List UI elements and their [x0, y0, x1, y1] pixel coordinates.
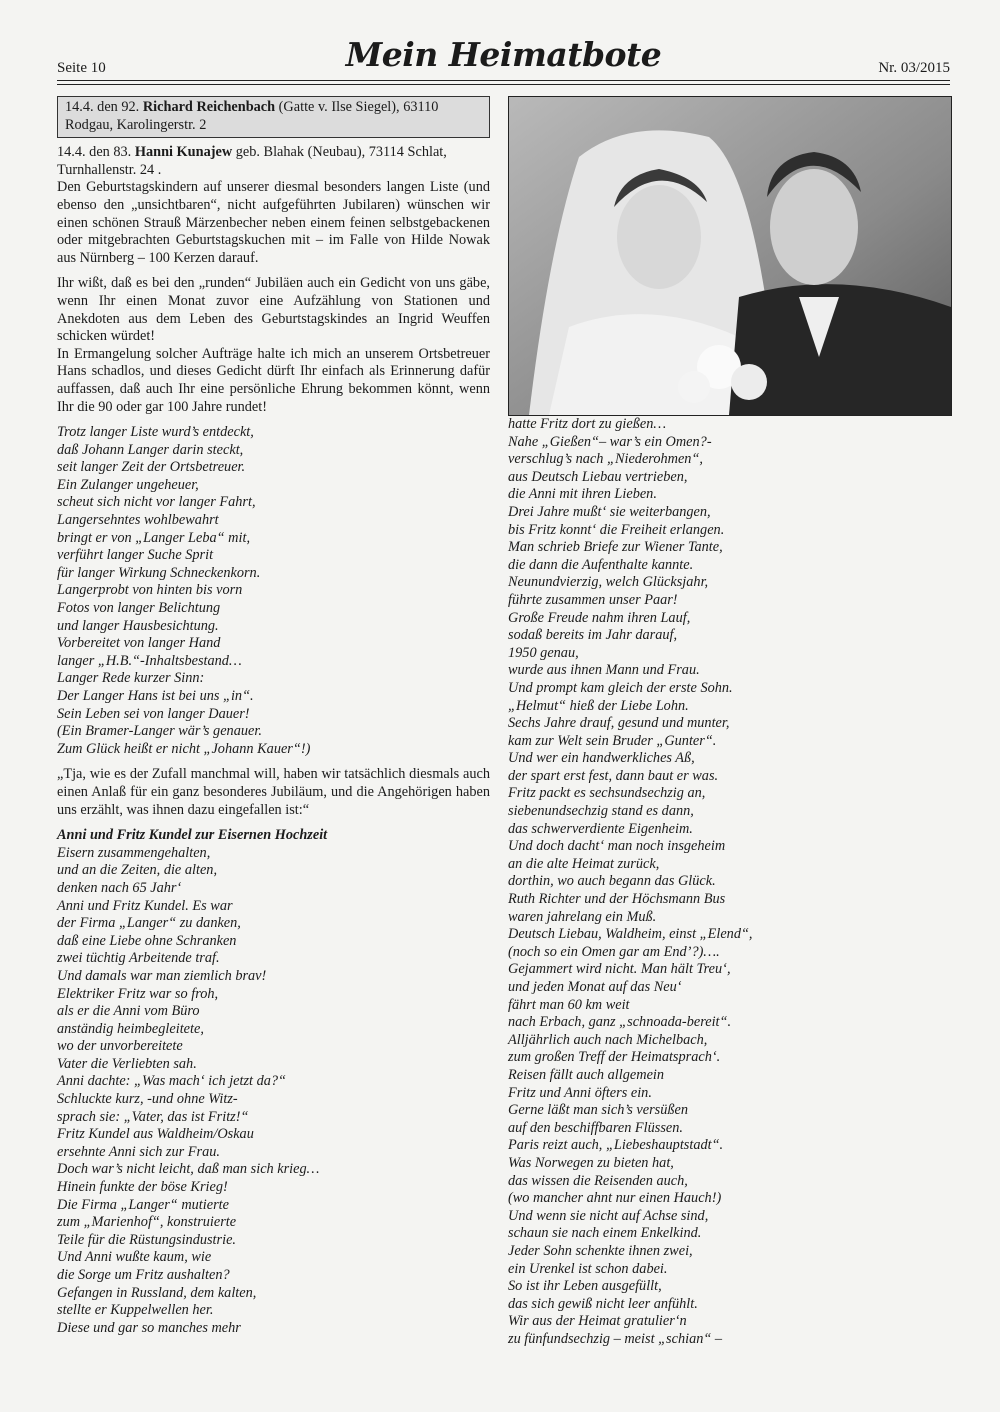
birthday-entry	[57, 144, 490, 179]
poem-line: Eisern zusammengehalten,	[57, 844, 211, 861]
poem-line: anständig heimbegleitete,	[57, 1020, 204, 1037]
poem-line: verführt langer Suche Sprit	[57, 547, 214, 564]
poem-line: der spart erst fest, dann baut er was.	[508, 767, 719, 784]
poem-line: dorthin, wo auch begann das Glück.	[508, 873, 716, 890]
poem-line: nach Erbach, ganz „schnoada-bereit“.	[508, 1014, 732, 1031]
poem-line: Und damals war man ziemlich brav!	[57, 967, 267, 984]
poem-line: Nahe „Gießen“– war’s ein Omen?-	[508, 433, 712, 450]
poem-line: Reisen fällt auch allgemein	[508, 1066, 665, 1083]
poem-line: die Sorge um Fritz aushalten?	[57, 1267, 230, 1283]
poem-line: Sechs Jahre drauf, gesund und munter,	[508, 715, 730, 732]
poem-line: das schwerverdiente Eigenheim.	[508, 820, 693, 837]
poem-line: Fritz packt es sechsundsechzig an,	[508, 785, 706, 802]
poem-line: Sein Leben sei von langer Dauer!	[57, 705, 250, 722]
poem-line: Fritz Kundel aus Waldheim/Oskau	[57, 1126, 254, 1143]
poem-title: Anni und Fritz Kundel zur Eisernen Hochzeit	[57, 827, 328, 844]
poem-line: 1950 genau,	[508, 644, 579, 661]
masthead-title: Mein Heimatbote	[345, 35, 662, 74]
poem-line: und an die Zeiten, die alten,	[57, 862, 218, 879]
poem-line: hatte Fritz dort zu gießen…	[508, 416, 667, 432]
left-column	[57, 96, 490, 1337]
poem-line: sprach sie: „Vater, das ist Fritz!“	[57, 1108, 249, 1125]
poem-line: Trotz langer Liste wurd’s entdeckt,	[57, 424, 254, 441]
poem-line: bis Fritz konnt‘ die Freiheit erlangen.	[508, 521, 725, 538]
poem-line: (noch so ein Omen gar am End’?)….	[508, 943, 720, 960]
poem-line: Anni dachte: „Was mach‘ ich jetzt da?“	[57, 1073, 286, 1090]
poem-line: wo der unvorbereitete	[57, 1038, 183, 1055]
poem-line: Und prompt kam gleich der erste Sohn.	[508, 679, 733, 696]
entry-details: (Gatte v. Ilse Siegel), 63110 Rodgau, Karolingerstr. 2	[65, 99, 439, 133]
poem-continuation	[508, 416, 950, 1348]
poem-line: Vorbereitet von langer Hand	[57, 635, 221, 652]
poem-line: auf den beschiffbaren Flüssen.	[508, 1119, 683, 1136]
poem-line: Zum Glück heißt er nicht „Johann Kauer“!)	[57, 740, 311, 757]
poem-line: Langer Rede kurzer Sinn:	[57, 670, 205, 687]
poem-line: „Helmut“ hieß der Liebe Lohn.	[508, 697, 689, 714]
poem-line: siebenundsechzig stand es dann,	[508, 803, 694, 820]
poem-line: Was Norwegen zu bieten hat,	[508, 1154, 674, 1171]
poem-line: Große Freude nahm ihren Lauf,	[508, 609, 691, 626]
poem-line: Der Langer Hans ist bei uns „in“.	[57, 688, 254, 704]
birthday-entry-boxed	[57, 96, 490, 138]
poem-line: und langer Hausbesichtung.	[57, 617, 219, 634]
right-column	[508, 96, 950, 1348]
poem-line: daß Johann Langer darin steckt,	[57, 441, 244, 458]
poem-line: sodaß bereits im Jahr darauf,	[508, 627, 678, 644]
poem-line: Deutsch Liebau, Waldheim, einst „Elend“,	[508, 926, 753, 943]
poem-line: verschlug’s nach „Niederohmen“,	[508, 451, 703, 468]
poem-line: fährt man 60 km weit	[508, 996, 630, 1013]
page-number: Seite 10	[57, 60, 106, 76]
poem-line: Und wenn sie nicht auf Achse sind,	[508, 1207, 709, 1224]
poem-line: Ruth Richter und der Höchsmann Bus	[508, 891, 726, 908]
poem-line: Langerprobt von hinten bis vorn	[57, 582, 243, 599]
poem-line: Paris reizt auch, „Liebeshauptstadt“.	[508, 1137, 724, 1154]
poem-line: Fritz und Anni öfters ein.	[508, 1084, 652, 1101]
poem-line: Vater die Verliebten sah.	[57, 1055, 197, 1072]
poem-line: Fotos von langer Belichtung	[57, 600, 221, 617]
entry-date: 14.4. den 92.	[65, 99, 143, 115]
poem-line: Teile für die Rüstungsindustrie.	[57, 1231, 236, 1248]
poem-line: und jeden Monat auf das Neu‘	[508, 979, 682, 995]
poem-line: Jeder Sohn schenkte ihnen zwei,	[508, 1242, 693, 1259]
poem-line: Schluckte kurz, -und ohne Witz-	[57, 1091, 238, 1108]
poem-line: langer „H.B.“-Inhaltsbestand…	[57, 652, 242, 669]
paragraph-wishes: Den Geburtstagskindern auf unserer diesmal besonders langen Liste (und ebenso den „unsichtbaren“, nicht aufgeführten Jubilaren) wünschen wir einen schönen Strauß Märzenbecher neben einem feinen selbstgebackenen oder mitgebrachten Geburtstagskuchen mit – im Falle von Hilde Nowak aus Nürnberg – 100 Kerzen darauf.	[57, 179, 490, 266]
poem-line: Elektriker Fritz war so froh,	[57, 985, 219, 1002]
poem-line: denken nach 65 Jahr‘	[57, 879, 182, 896]
paragraph-ortsbetreuer: In Ermangelung solcher Aufträge halte ich mich an unserem Ortsbetreuer Hans schadlos, und dieses Gedicht dürft Ihr einfach als Erinnerung dafür auffassen, daß auch Ihr eine persönliche Ehrung bekommen könnt, wenn Ihr die 90 oder gar 100 Jahre rundet!	[57, 345, 490, 415]
poem-line: Neunundvierzig, welch Glücksjahr,	[508, 574, 709, 591]
poem-line: Ein Zulanger ungeheuer,	[57, 476, 199, 493]
poem-line: Und doch dacht‘ man noch insgeheim	[508, 838, 726, 855]
poem-eiserne-hochzeit	[57, 845, 490, 1338]
poem-line: seit langer Zeit der Ortsbetreuer.	[57, 459, 246, 476]
poem-line: zwei tüchtig Arbeitende traf.	[57, 950, 220, 967]
poem-line: daß eine Liebe ohne Schranken	[57, 932, 237, 949]
poem-line: zum „Marienhof“, konstruierte	[57, 1214, 237, 1231]
poem-line: ein Urenkel ist schon dabei.	[508, 1260, 668, 1277]
entry-name: Hanni Kunajew	[134, 144, 233, 161]
poem-line: (Ein Bramer-Langer wär’s genauer.	[57, 723, 262, 740]
paragraph-jubilee-intro: „Tja, wie es der Zufall manchmal will, haben wir tatsächlich diesmals auch einen Anlaß für ein ganz besonderes Jubiläum, und die Angehörigen haben uns erzählt, was ihnen dazu eingefallen ist:“	[57, 766, 490, 818]
poem-line: bringt er von „Langer Leba“ mit,	[57, 529, 251, 546]
poem-line: ersehnte Anni sich zur Frau.	[57, 1143, 220, 1160]
poem-line: als er die Anni vom Büro	[57, 1003, 200, 1020]
poem-line: Anni und Fritz Kundel. Es war	[57, 897, 233, 914]
poem-line: für langer Wirkung Schneckenkorn.	[57, 564, 261, 581]
poem-line: die Anni mit ihren Lieben.	[508, 486, 657, 503]
poem-line: Gefangen in Russland, dem kalten,	[57, 1284, 257, 1301]
poem-line: zum großen Treff der Heimatsprach‘.	[508, 1049, 721, 1066]
poem-line: aus Deutsch Liebau vertrieben,	[508, 468, 688, 485]
issue-number: Nr. 03/2015	[878, 60, 950, 76]
poem-line: Doch war’s nicht leicht, daß man sich krieg…	[57, 1161, 320, 1178]
poem-line: Wir aus der Heimat gratulier‘n	[508, 1313, 687, 1330]
page-header	[57, 34, 950, 80]
entry-details: geb. Blahak (Neubau), 73114 Schlat, Turnhallenstr. 24 .	[57, 144, 447, 178]
poem-line: schaun sie nach einem Enkelkind.	[508, 1225, 702, 1242]
poem-line: wurde aus ihnen Mann und Frau.	[508, 662, 700, 679]
entry-date: 14.4. den 83.	[57, 144, 135, 161]
poem-line: das wissen die Reisenden auch,	[508, 1172, 688, 1189]
wedding-photo	[508, 96, 952, 416]
poem-line: Diese und gar so manches mehr	[57, 1319, 241, 1336]
poem-line: Und wer ein handwerkliches Aß,	[508, 750, 695, 767]
poem-line: Drei Jahre mußt‘ sie weiterbangen,	[508, 503, 711, 520]
poem-line: Gerne läßt man sich’s versüßen	[508, 1102, 689, 1119]
entry-name: Richard Reichenbach	[142, 99, 276, 115]
poem-line: Man schrieb Briefe zur Wiener Tante,	[508, 539, 723, 556]
poem-line: Hinein funkte der böse Krieg!	[57, 1179, 228, 1196]
poem-line: der Firma „Langer“ zu danken,	[57, 915, 241, 932]
poem-line: (wo mancher ahnt nur einen Hauch!)	[508, 1190, 722, 1207]
poem-line: So ist ihr Leben ausgefüllt,	[508, 1278, 662, 1295]
poem-line: führte zusammen unser Paar!	[508, 591, 678, 608]
poem-line: die dann die Aufenthalte kannte.	[508, 556, 694, 573]
poem-langer	[57, 424, 490, 758]
poem-line: kam zur Welt sein Bruder „Gunter“.	[508, 732, 717, 749]
poem-line: Und Anni wußte kaum, wie	[57, 1249, 212, 1266]
paragraph-round-jubilee: Ihr wißt, daß es bei den „runden“ Jubiläen auch ein Gedicht von uns gäbe, wenn Ihr einen Monat zuvor eine Aufzählung von Stationen und Anekdoten aus dem Leben des Geburtstagskindes an Ingrid Weuffen schicken würdet!	[57, 275, 490, 345]
poem-line: Gejammert wird nicht. Man hält Treu‘,	[508, 961, 731, 978]
poem-line: an die alte Heimat zurück,	[508, 855, 660, 872]
poem-line: scheut sich nicht vor langer Fahrt,	[57, 494, 256, 511]
poem-line: zu fünfundsechzig – meist „schian“ –	[508, 1330, 723, 1347]
poem-line: Die Firma „Langer“ mutierte	[57, 1196, 229, 1213]
poem-line: waren jahrelang ein Muß.	[508, 908, 657, 925]
poem-line: Langersehntes wohlbewahrt	[57, 512, 219, 529]
header-rule	[57, 80, 950, 85]
poem-line: Alljährlich auch nach Michelbach,	[508, 1031, 708, 1048]
poem-line: stellte er Kuppelwellen her.	[57, 1302, 214, 1319]
poem-line: das sich gewiß nicht leer anfühlt.	[508, 1295, 698, 1312]
